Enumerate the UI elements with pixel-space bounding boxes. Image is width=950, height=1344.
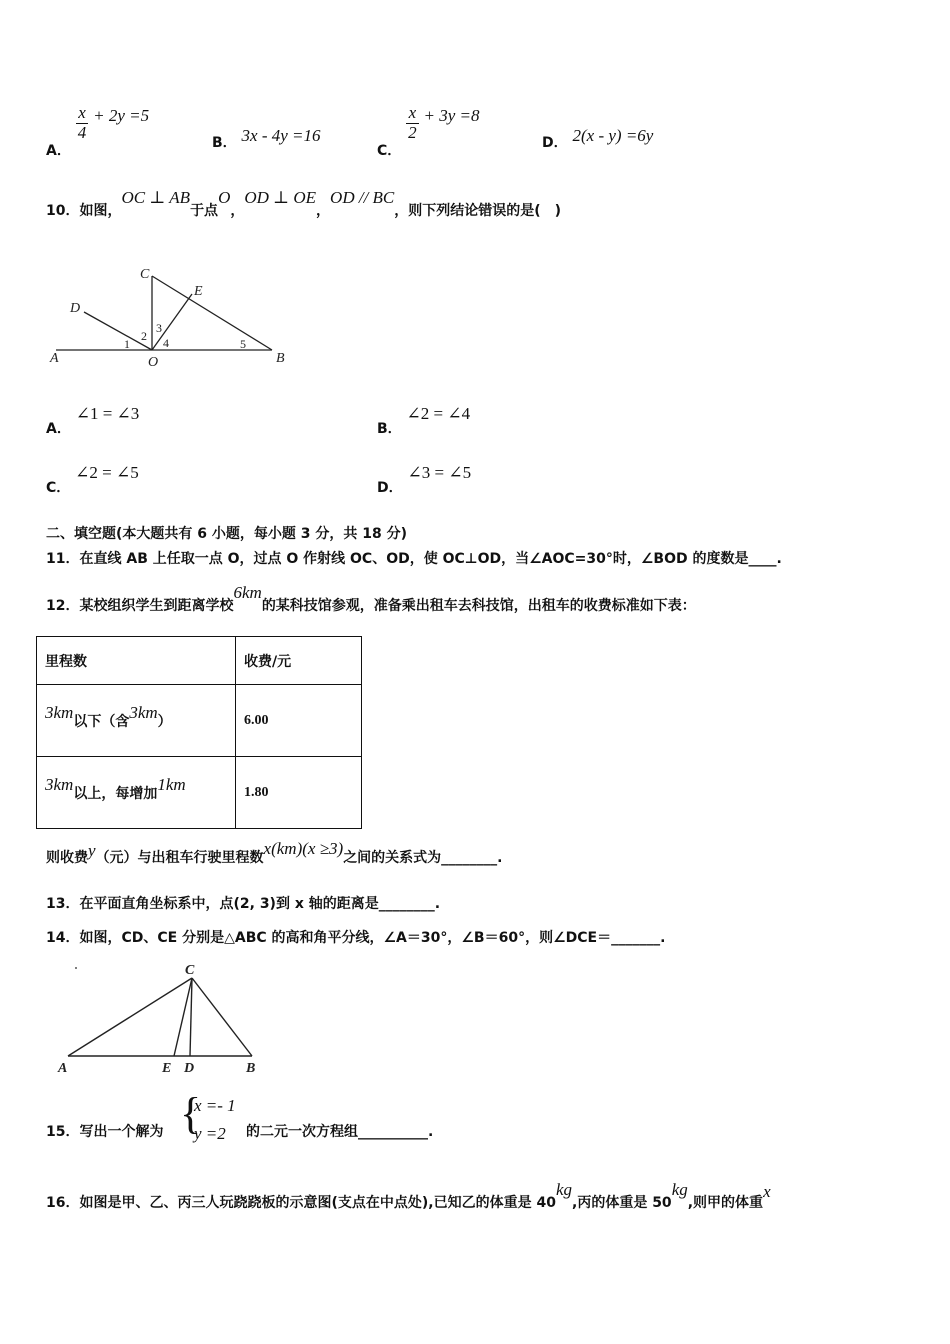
q12-followup: 则收费y（元）与出租车行驶里程数x(km)(x ≥3)之间的关系式为________. <box>46 839 503 866</box>
q9-a-label: A． <box>46 143 71 160</box>
q16-text: 16．如图是甲、乙、丙三人玩跷跷板的示意图(支点在中点处),已知乙的体重是 40kg,丙的体重是 50kg,则甲的体重x <box>46 1180 771 1211</box>
q9-b-expr: 3x - 4y =16 <box>241 126 321 145</box>
q10-option-c: C． ∠2 = ∠5 <box>46 463 139 496</box>
q15-eq1: x =- 1 <box>194 1096 236 1115</box>
fare-header-fee: 收费/元 <box>236 637 362 685</box>
q13-text: 13．在平面直角坐标系中，点(2, 3)到 x 轴的距离是________. <box>46 896 441 912</box>
q10-label-b: B <box>276 351 285 366</box>
q10-label-c: C <box>140 267 150 282</box>
q14-text: 14．如图，CD、CE 分别是△ABC 的高和角平分线，∠A＝30°，∠B＝60°，则∠DCE＝_______. <box>46 930 666 946</box>
q10-angle-4: 4 <box>163 336 169 350</box>
q10-angle-2: 2 <box>141 329 147 343</box>
q11-text: 11．在直线 AB 上任取一点 O，过点 O 作射线 OC、OD，使 OC⊥OD，当∠AOC=30°时，∠BOD 的度数是____. <box>46 551 782 567</box>
q14-label-b: B <box>246 1061 256 1076</box>
q10-option-d: D． ∠3 = ∠5 <box>377 463 472 496</box>
q14-label-a: A <box>58 1061 68 1076</box>
q15-brace: { <box>180 1089 202 1138</box>
section2-heading: 二、填空题(本大题共有 6 小题，每小题 3 分，共 18 分) <box>46 526 408 542</box>
fare-row1-fee: 6.00 <box>236 685 362 757</box>
q14-label-e: E <box>162 1061 172 1076</box>
fare-header-distance: 里程数 <box>37 637 236 685</box>
q9-option-d: D． 2(x - y) =6y <box>542 126 654 151</box>
q10-angle-5: 5 <box>240 337 246 351</box>
q15-lead: 15．写出一个解为 <box>46 1124 164 1140</box>
q10-label-o: O <box>148 355 159 370</box>
q10-angle-1: 1 <box>124 337 130 351</box>
fare-row2-distance: 3km以上，每增加1km <box>37 757 236 829</box>
q10-angle-3: 3 <box>156 321 162 335</box>
fare-table <box>36 636 362 829</box>
q14-figure <box>52 958 272 1078</box>
q14-label-d: D <box>184 1061 195 1076</box>
q9-c-expr: + 3y =8 <box>423 106 480 126</box>
fare-row1-distance: 3km以下（含3km） <box>37 685 236 757</box>
q12-stem: 12．某校组织学生到距离学校6km的某科技馆参观，准备乘出租车去科技馆，出租车的收费标准如下表： <box>46 583 696 614</box>
q10-label-d: D <box>70 301 81 316</box>
q10-option-b: B． ∠2 = ∠4 <box>377 404 471 437</box>
q9-a-fraction: $\frac{x}{4}$ <box>77 103 87 142</box>
q10-label-e: E <box>194 284 203 299</box>
q9-option-a <box>46 103 150 160</box>
q9-option-c: C． $\frac{x}{2}$ + 3y =8 <box>377 103 480 160</box>
q10-stem: 10．如图，OC ⊥ AB于点O，OD ⊥ OE，OD // BC，则下列结论错误的是( ) <box>46 188 562 219</box>
q10-label-a: A <box>50 351 59 366</box>
q15-eq2: y =2 <box>194 1124 226 1143</box>
q9-d-expr: 2(x - y) =6y <box>572 126 654 145</box>
q9-option-b: B． 3x - 4y =16 <box>212 126 321 151</box>
q15-tail: 的二元一次方程组__________. <box>246 1124 434 1140</box>
q10-figure <box>44 262 304 374</box>
q10-option-a: A． ∠1 = ∠3 <box>46 404 140 437</box>
q9-a-expr: + 2y =5 <box>93 106 150 126</box>
fare-row2-fee: 1.80 <box>236 757 362 829</box>
q9-c-fraction: $\frac{x}{2}$ <box>408 103 417 142</box>
q14-label-c: C <box>185 963 195 978</box>
